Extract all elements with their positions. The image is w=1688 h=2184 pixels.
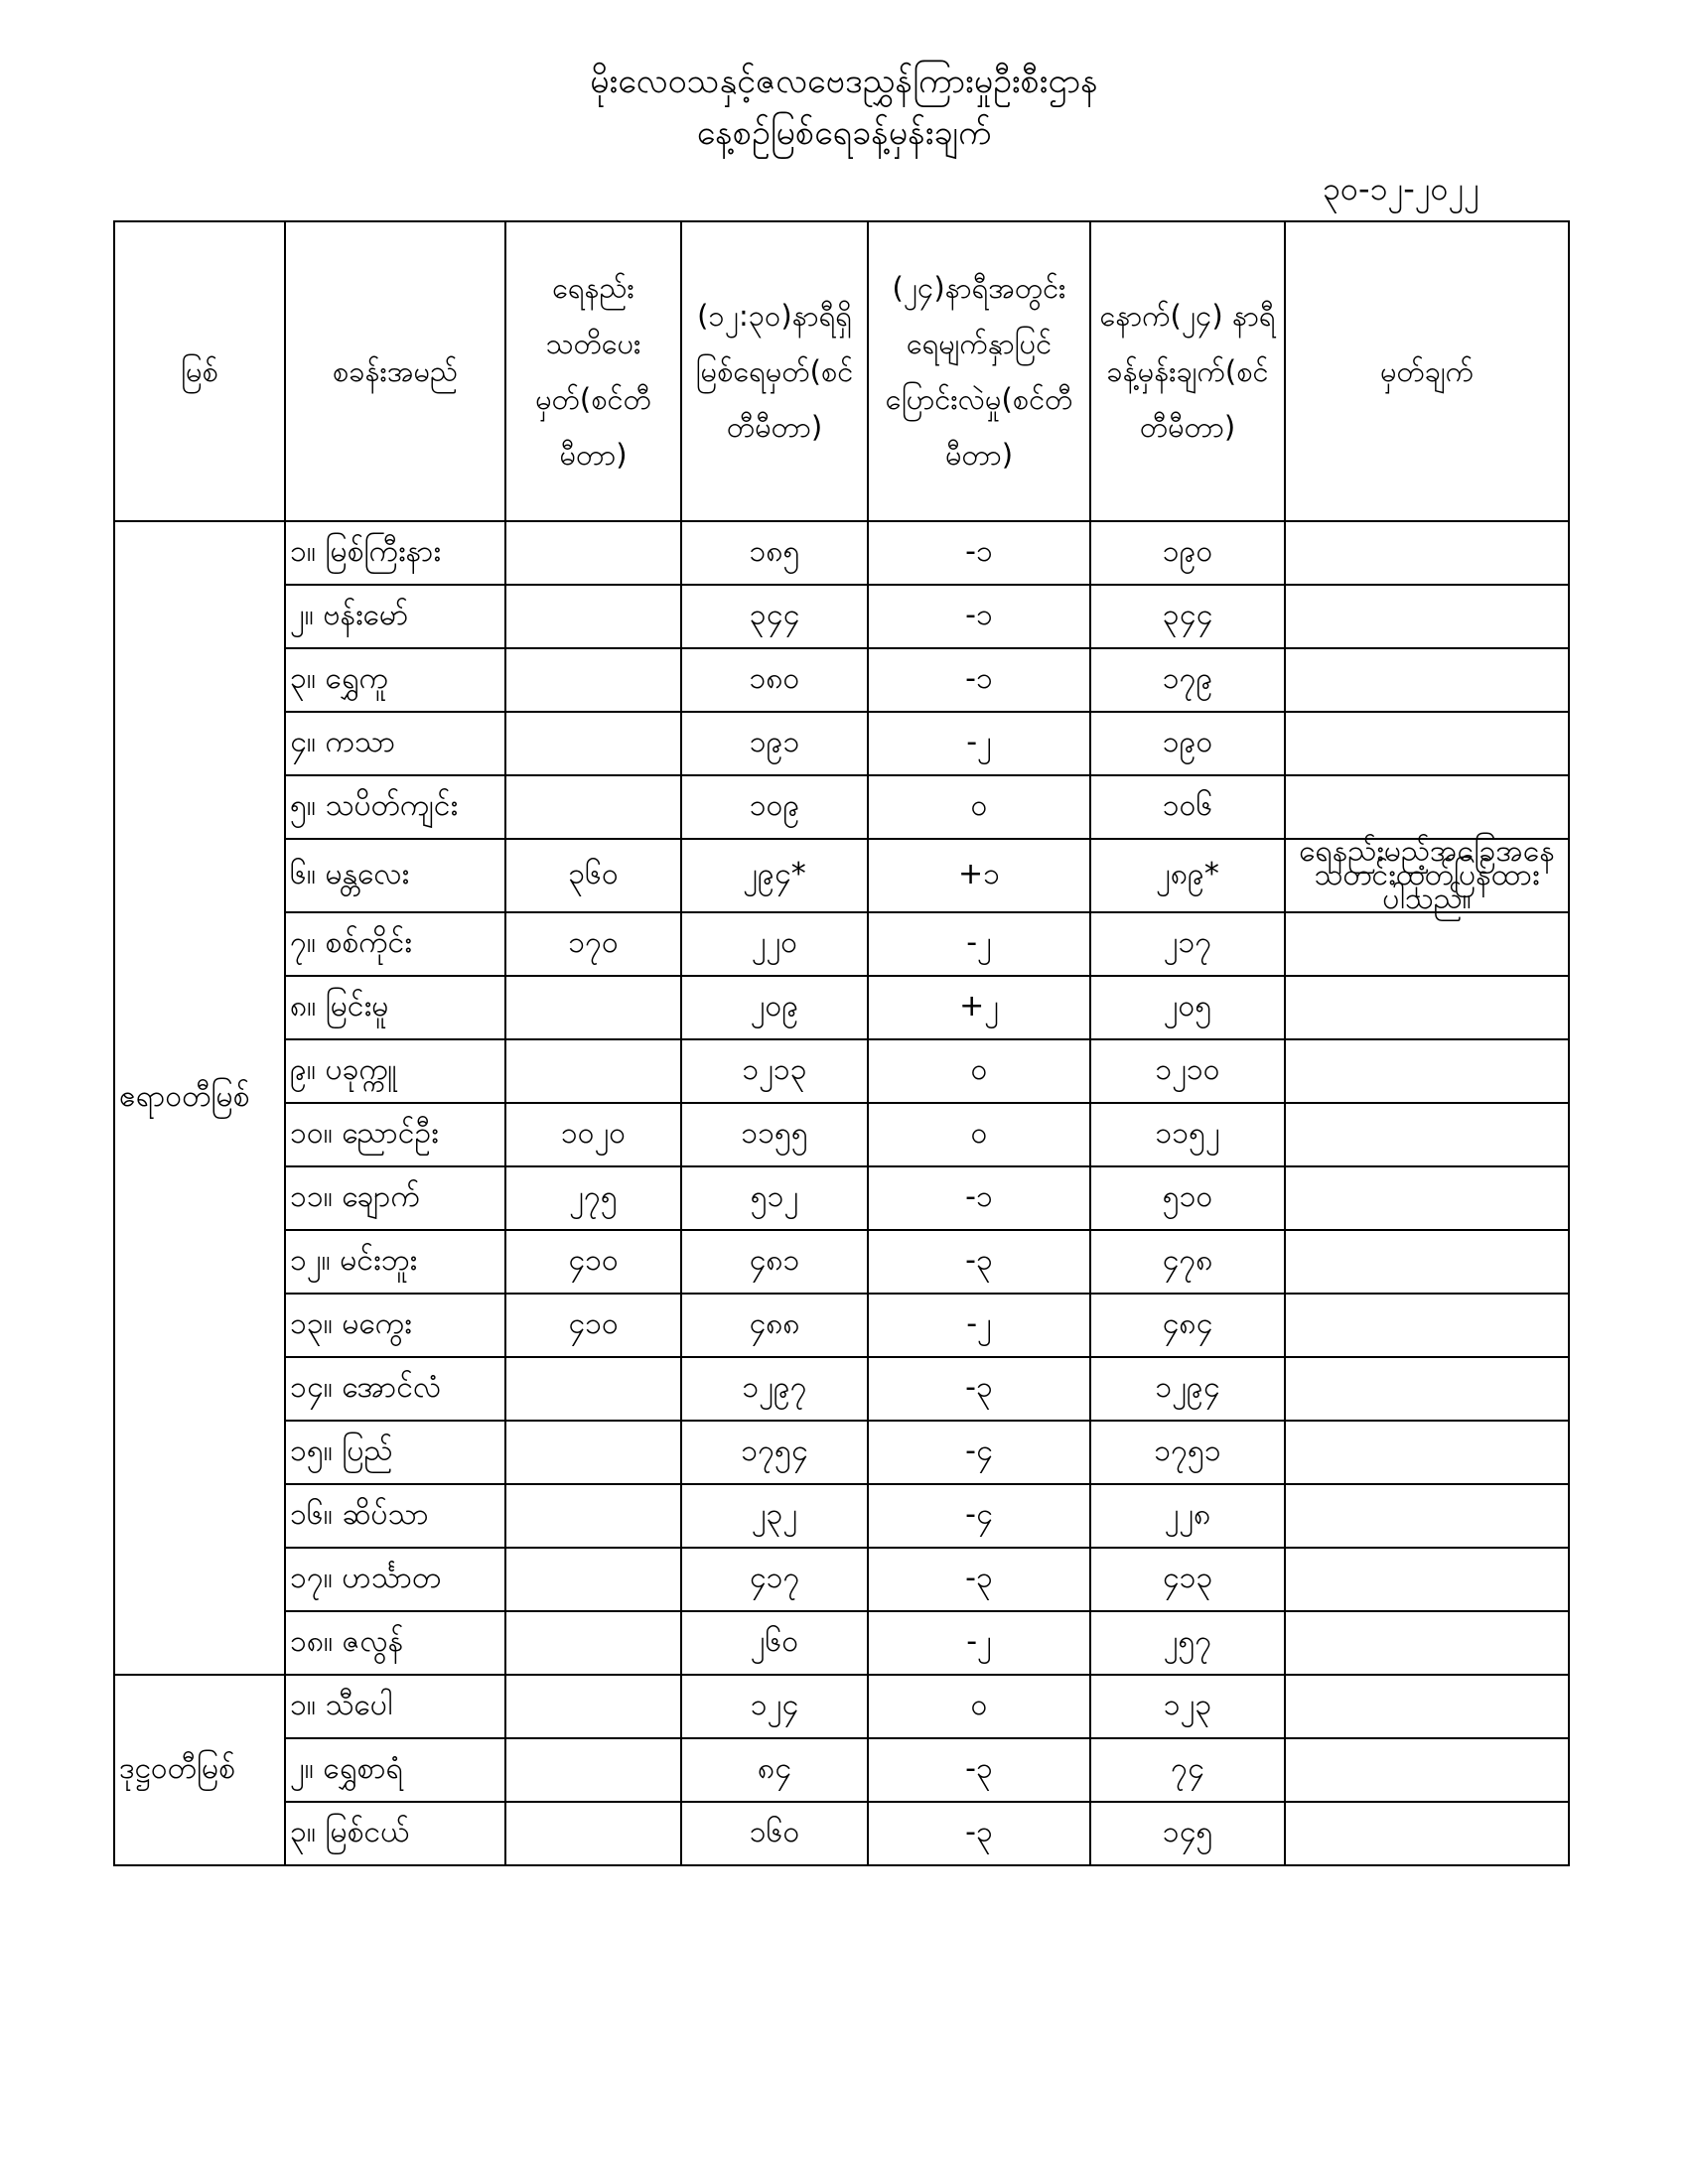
change-cell: -၂ xyxy=(868,712,1090,775)
remark-cell xyxy=(1285,1421,1569,1484)
forecast-cell: ၂၈၉* xyxy=(1090,839,1285,912)
remark-cell xyxy=(1285,1039,1569,1103)
station-cell: ၃။ မြစ်ငယ် xyxy=(285,1802,505,1865)
current-level-cell: ၂၃၂ xyxy=(681,1484,868,1548)
current-level-cell: ၂၉၄* xyxy=(681,839,868,912)
station-cell: ၁၁။ ချောက် xyxy=(285,1166,505,1230)
table-row xyxy=(114,1039,1569,1103)
remark-cell xyxy=(1285,1802,1569,1865)
header-remarks: မှတ်ချက် xyxy=(1285,221,1569,521)
remark-cell xyxy=(1285,1230,1569,1294)
table-row xyxy=(114,1675,1569,1738)
danger-level-cell xyxy=(505,585,681,648)
current-level-cell: ၅၁၂ xyxy=(681,1166,868,1230)
danger-level-cell xyxy=(505,521,681,585)
forecast-cell: ၂၂၈ xyxy=(1090,1484,1285,1548)
current-level-cell: ၂၂၀ xyxy=(681,912,868,976)
table-row xyxy=(114,521,1569,585)
change-cell: -၃ xyxy=(868,1230,1090,1294)
table-row xyxy=(114,1484,1569,1548)
station-cell: ၁၀။ ညောင်ဦး xyxy=(285,1103,505,1166)
forecast-cell: ၁၇၉ xyxy=(1090,648,1285,712)
forecast-cell: ၁၇၅၁ xyxy=(1090,1421,1285,1484)
header-river: မြစ် xyxy=(114,221,285,521)
table-body xyxy=(114,521,1569,1865)
change-cell: -၃ xyxy=(868,1802,1090,1865)
station-cell: ၁၇။ ဟင်္သာတ xyxy=(285,1548,505,1611)
change-cell: -၂ xyxy=(868,1611,1090,1675)
forecast-cell: ၁၂၁၀ xyxy=(1090,1039,1285,1103)
danger-level-cell: ၃၆၀ xyxy=(505,839,681,912)
river-level-table xyxy=(113,220,1570,1866)
station-cell: ၁။ မြစ်ကြီးနား xyxy=(285,521,505,585)
forecast-cell: ၅၁၀ xyxy=(1090,1166,1285,1230)
document-date: ၃၀-၁၂-၂၀၂၂ xyxy=(1323,170,1479,207)
station-cell: ၃။ ရွှေကူ xyxy=(285,648,505,712)
forecast-cell: ၁၉၀ xyxy=(1090,712,1285,775)
forecast-cell: ၁၉၀ xyxy=(1090,521,1285,585)
document-title: မိုးလေဝသနှင့်ဇလဗေဒညွှန်ကြားမှုဦးစီးဌာန xyxy=(590,62,1098,101)
danger-level-cell xyxy=(505,1738,681,1802)
danger-level-cell xyxy=(505,712,681,775)
table-row xyxy=(114,976,1569,1039)
current-level-cell: ၂၀၉ xyxy=(681,976,868,1039)
current-level-cell: ၈၄ xyxy=(681,1738,868,1802)
station-cell: ၂။ ဗန်းမော် xyxy=(285,585,505,648)
danger-level-cell xyxy=(505,1611,681,1675)
danger-level-cell xyxy=(505,1675,681,1738)
station-cell: ၁၆။ ဆိပ်သာ xyxy=(285,1484,505,1548)
table-row xyxy=(114,1103,1569,1166)
remark-cell xyxy=(1285,521,1569,585)
station-cell: ၆။ မန္တလေး xyxy=(285,839,505,912)
remark-cell xyxy=(1285,1675,1569,1738)
change-cell: -၁ xyxy=(868,585,1090,648)
danger-level-cell: ၄၁၀ xyxy=(505,1294,681,1357)
forecast-cell: ၄၁၃ xyxy=(1090,1548,1285,1611)
change-cell: -၃ xyxy=(868,1548,1090,1611)
current-level-cell: ၄၈၈ xyxy=(681,1294,868,1357)
table-header-row xyxy=(114,221,1569,521)
forecast-cell: ၂၅၇ xyxy=(1090,1611,1285,1675)
table-row xyxy=(114,585,1569,648)
forecast-cell: ၂၀၅ xyxy=(1090,976,1285,1039)
remark-cell xyxy=(1285,1294,1569,1357)
danger-level-cell xyxy=(505,976,681,1039)
table-row xyxy=(114,712,1569,775)
change-cell: ၀ xyxy=(868,775,1090,839)
header-current-level: (၁၂:၃၀)နာရီရှိမြစ်ရေမှတ်(စင်တီမီတာ) xyxy=(681,221,868,521)
change-cell: +၂ xyxy=(868,976,1090,1039)
forecast-cell: ၄၇၈ xyxy=(1090,1230,1285,1294)
remark-cell xyxy=(1285,648,1569,712)
current-level-cell: ၁၆၀ xyxy=(681,1802,868,1865)
change-cell: ၀ xyxy=(868,1039,1090,1103)
current-level-cell: ၁၂၉၇ xyxy=(681,1357,868,1421)
header-change-24h: (၂၄)နာရီအတွင်းရေမျက်နှာပြင်ပြောင်းလဲမှု(စင်တီမီတာ) xyxy=(868,221,1090,521)
table-row xyxy=(114,839,1569,912)
station-cell: ၁၅။ ပြည် xyxy=(285,1421,505,1484)
danger-level-cell xyxy=(505,1548,681,1611)
forecast-cell: ၄၈၄ xyxy=(1090,1294,1285,1357)
change-cell: -၂ xyxy=(868,912,1090,976)
table-row xyxy=(114,775,1569,839)
table-row xyxy=(114,1230,1569,1294)
current-level-cell: ၁၈၀ xyxy=(681,648,868,712)
table-row xyxy=(114,912,1569,976)
current-level-cell: ၄၁၇ xyxy=(681,1548,868,1611)
station-cell: ၁၄။ အောင်လံ xyxy=(285,1357,505,1421)
current-level-cell: ၁၈၅ xyxy=(681,521,868,585)
change-cell: -၁ xyxy=(868,521,1090,585)
forecast-cell: ၁၀၆ xyxy=(1090,775,1285,839)
change-cell: -၁ xyxy=(868,648,1090,712)
station-cell: ၉။ ပခုက္ကူ xyxy=(285,1039,505,1103)
station-cell: ၄။ ကသာ xyxy=(285,712,505,775)
header-forecast-24h: နောက်(၂၄) နာရီခန့်မှန်းချက်(စင်တီမီတာ) xyxy=(1090,221,1285,521)
table-row xyxy=(114,1548,1569,1611)
forecast-cell: ၃၄၄ xyxy=(1090,585,1285,648)
remark-cell xyxy=(1285,976,1569,1039)
station-cell: ၁၃။ မကွေး xyxy=(285,1294,505,1357)
remark-cell xyxy=(1285,712,1569,775)
forecast-cell: ၁၄၅ xyxy=(1090,1802,1285,1865)
table-row xyxy=(114,1357,1569,1421)
danger-level-cell xyxy=(505,1039,681,1103)
river-name-cell: ဒုဋ္ဌဝတီမြစ် xyxy=(114,1675,285,1865)
table-row xyxy=(114,1421,1569,1484)
table-row xyxy=(114,648,1569,712)
change-cell: -၃ xyxy=(868,1357,1090,1421)
current-level-cell: ၁၂၁၃ xyxy=(681,1039,868,1103)
document-subtitle: နေ့စဉ်မြစ်ရေခန့်မှန်းချက် xyxy=(696,113,992,153)
remark-cell xyxy=(1285,1548,1569,1611)
current-level-cell: ၂၆၀ xyxy=(681,1611,868,1675)
table-row xyxy=(114,1294,1569,1357)
change-cell: ၀ xyxy=(868,1675,1090,1738)
current-level-cell: ၄၈၁ xyxy=(681,1230,868,1294)
station-cell: ၅။ သပိတ်ကျင်း xyxy=(285,775,505,839)
remark-cell xyxy=(1285,585,1569,648)
danger-level-cell: ၁၀၂၀ xyxy=(505,1103,681,1166)
remark-cell xyxy=(1285,912,1569,976)
station-cell: ၂။ ရွှေစာရံ xyxy=(285,1738,505,1802)
forecast-cell: ၁၁၅၂ xyxy=(1090,1103,1285,1166)
danger-level-cell xyxy=(505,1484,681,1548)
change-cell: +၁ xyxy=(868,839,1090,912)
change-cell: -၁ xyxy=(868,1166,1090,1230)
danger-level-cell xyxy=(505,1802,681,1865)
table-row xyxy=(114,1802,1569,1865)
remark-cell: ရေနည်းမည့်အခြေအနေသတင်းထုတ်ပြန်ထားပါသည်။ xyxy=(1285,839,1569,912)
remark-cell xyxy=(1285,775,1569,839)
forecast-cell: ၁၂၃ xyxy=(1090,1675,1285,1738)
danger-level-cell xyxy=(505,648,681,712)
change-cell: -၃ xyxy=(868,1738,1090,1802)
remark-cell xyxy=(1285,1166,1569,1230)
table-row xyxy=(114,1166,1569,1230)
current-level-cell: ၁၀၉ xyxy=(681,775,868,839)
current-level-cell: ၁၁၅၅ xyxy=(681,1103,868,1166)
danger-level-cell xyxy=(505,1357,681,1421)
danger-level-cell xyxy=(505,1421,681,1484)
forecast-cell: ၂၁၇ xyxy=(1090,912,1285,976)
table-row xyxy=(114,1611,1569,1675)
station-cell: ၁၈။ ဇလွန် xyxy=(285,1611,505,1675)
remark-cell xyxy=(1285,1103,1569,1166)
station-cell: ၁။ သီပေါ xyxy=(285,1675,505,1738)
change-cell: -၄ xyxy=(868,1421,1090,1484)
change-cell: -၂ xyxy=(868,1294,1090,1357)
table-row xyxy=(114,1738,1569,1802)
current-level-cell: ၁၉၁ xyxy=(681,712,868,775)
danger-level-cell xyxy=(505,775,681,839)
forecast-cell: ၁၂၉၄ xyxy=(1090,1357,1285,1421)
remark-cell xyxy=(1285,1357,1569,1421)
station-cell: ၁၂။ မင်းဘူး xyxy=(285,1230,505,1294)
danger-level-cell: ၄၁၀ xyxy=(505,1230,681,1294)
river-name-cell: ဧရာဝတီမြစ် xyxy=(114,521,285,1675)
danger-level-cell: ၂၇၅ xyxy=(505,1166,681,1230)
change-cell: -၄ xyxy=(868,1484,1090,1548)
remark-cell xyxy=(1285,1738,1569,1802)
change-cell: ၀ xyxy=(868,1103,1090,1166)
header-station: စခန်းအမည် xyxy=(285,221,505,521)
station-cell: ၈။ မြင်းမူ xyxy=(285,976,505,1039)
remark-cell xyxy=(1285,1611,1569,1675)
station-cell: ၇။ စစ်ကိုင်း xyxy=(285,912,505,976)
current-level-cell: ၃၄၄ xyxy=(681,585,868,648)
danger-level-cell: ၁၇၀ xyxy=(505,912,681,976)
forecast-cell: ၇၄ xyxy=(1090,1738,1285,1802)
current-level-cell: ၁၂၄ xyxy=(681,1675,868,1738)
header-danger-level: ရေနည်းသတိပေးမှတ်(စင်တီမီတာ) xyxy=(505,221,681,521)
remark-cell xyxy=(1285,1484,1569,1548)
current-level-cell: ၁၇၅၄ xyxy=(681,1421,868,1484)
